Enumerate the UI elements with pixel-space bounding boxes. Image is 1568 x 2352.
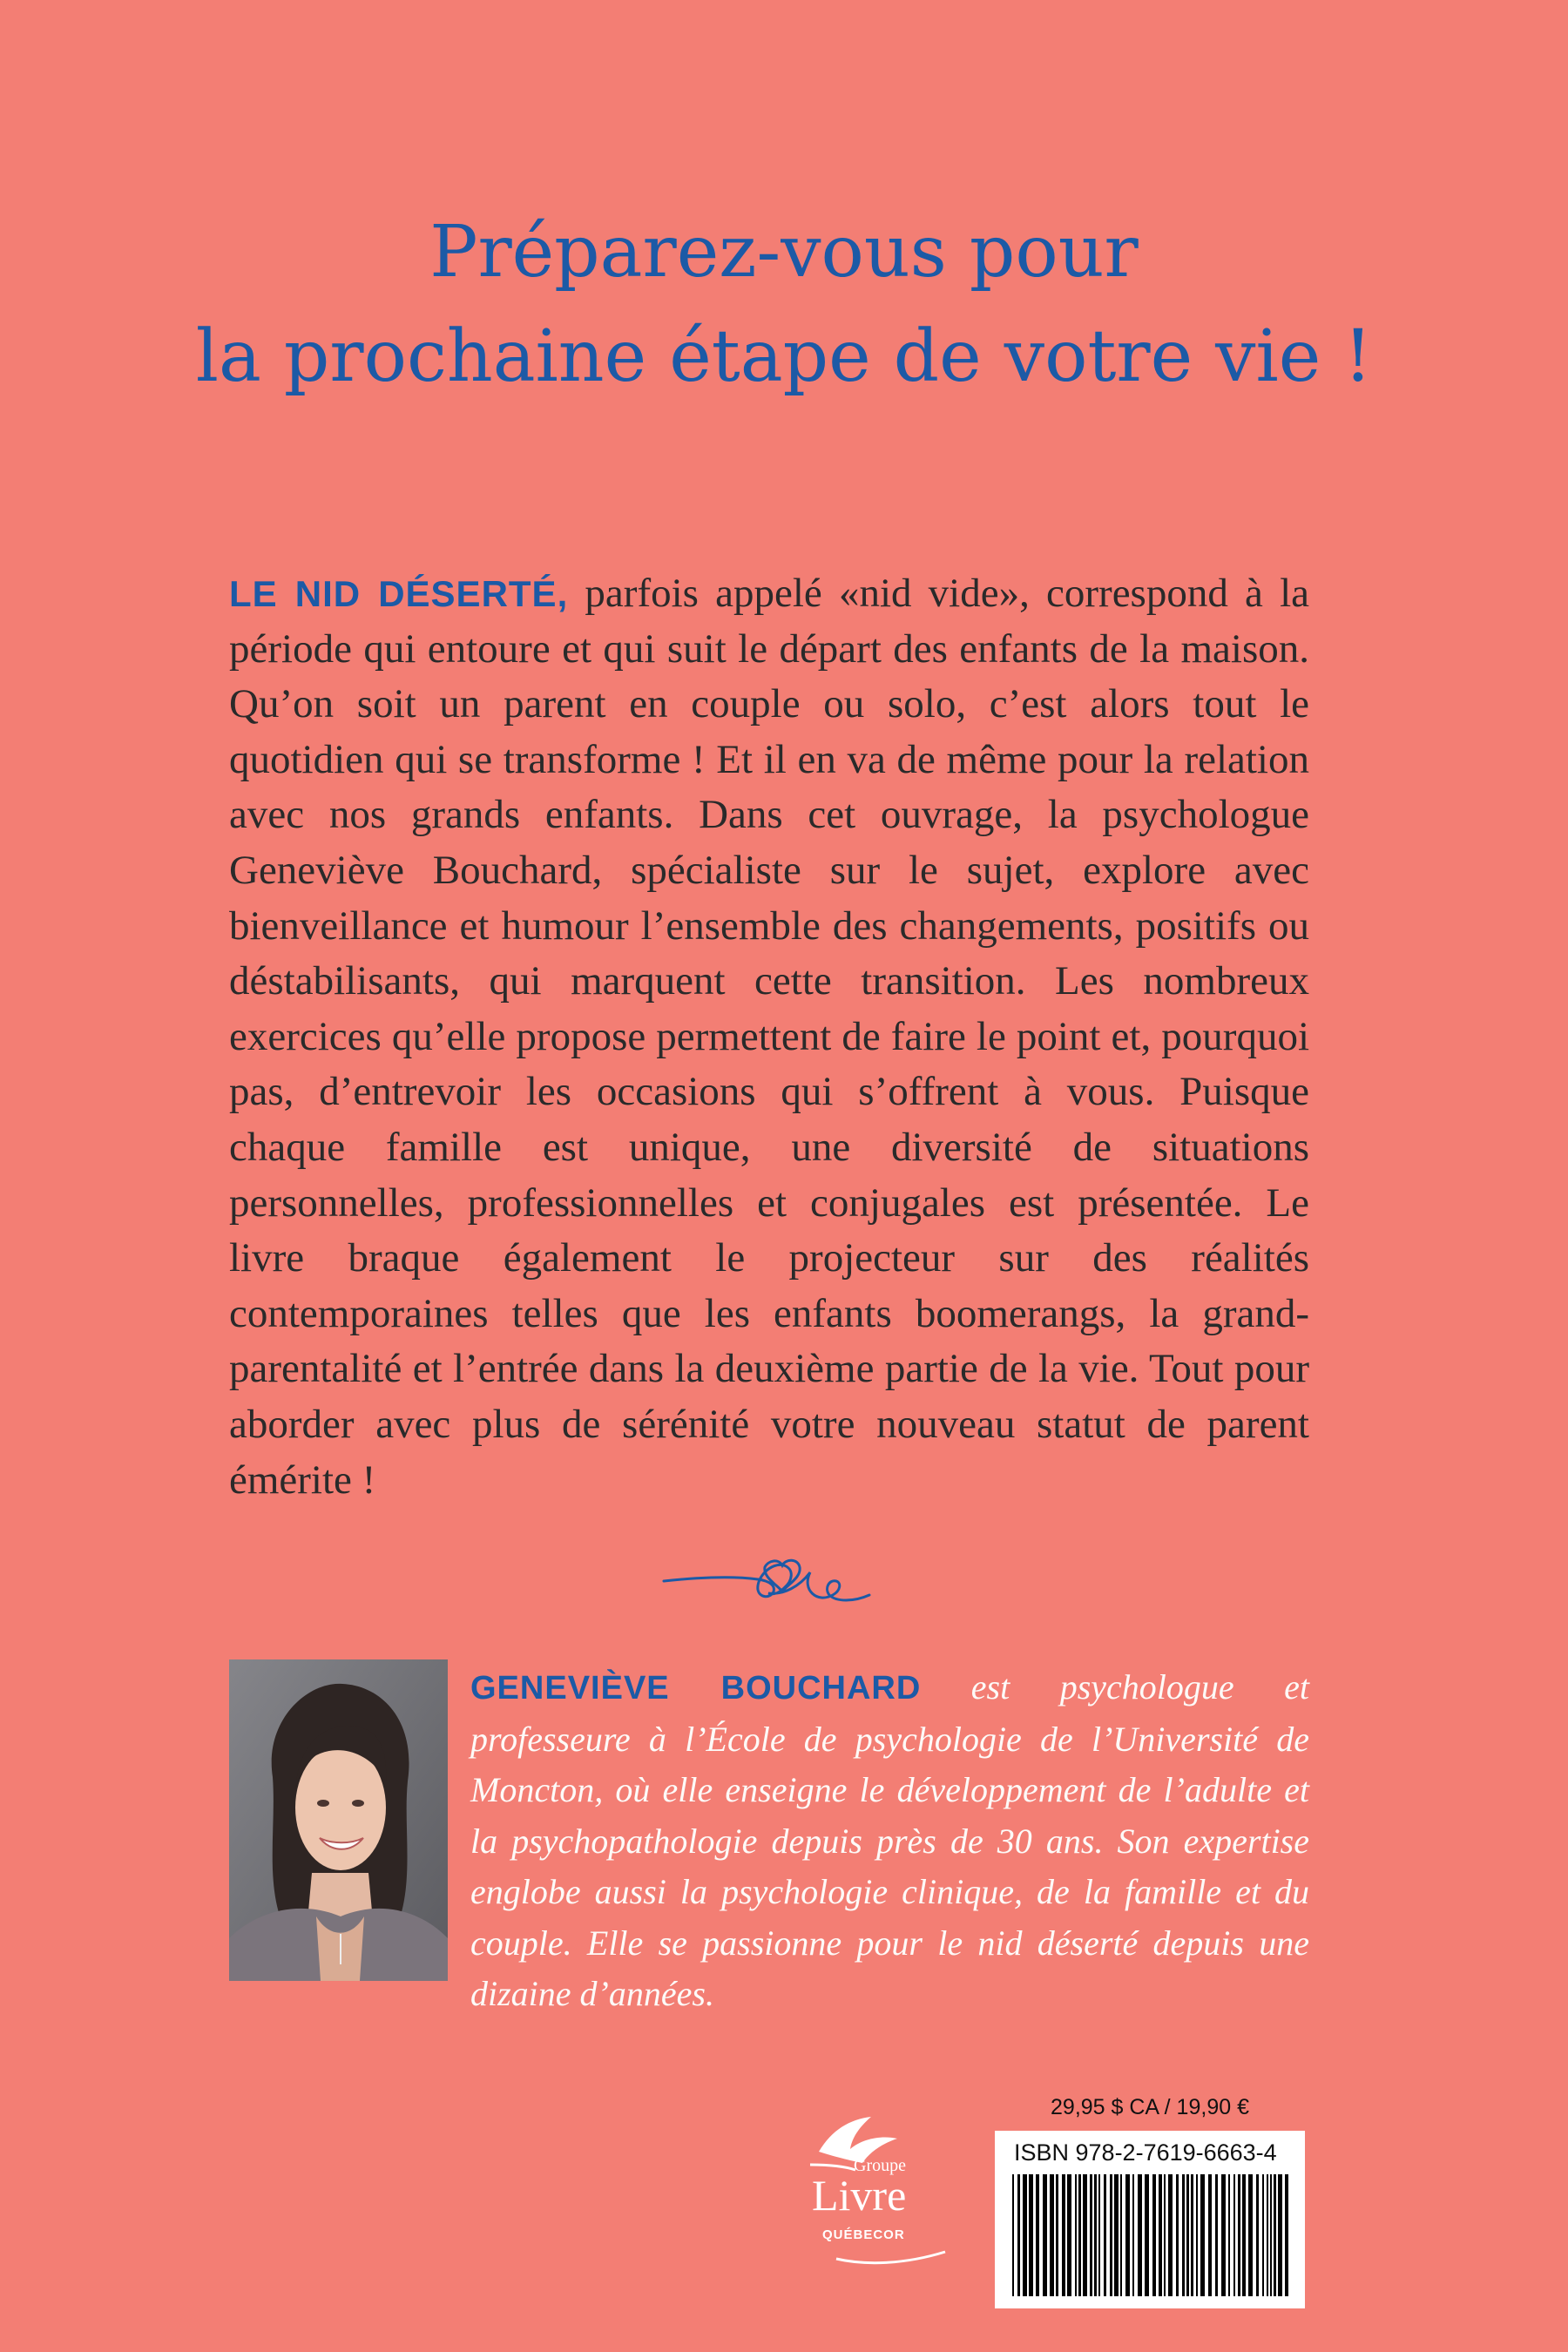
description bbox=[229, 566, 1309, 1508]
barcode bbox=[1012, 2174, 1289, 2296]
headline bbox=[0, 200, 1568, 409]
description-lead: LE NID DÉSERTÉ, bbox=[229, 573, 569, 614]
headline-line-1: Préparez-vous pour bbox=[429, 211, 1139, 294]
author-bio-text: est psychologue et professeure à l’École de psychologie de l’Université de Moncton, où elle enseigne le développement de l’adulte et la psychopathologie depuis près de 30 ans. Son expertise englobe aussi la psychologie clinique, de la famille et du couple. Elle se passionne pour le nid déserté depuis une dizaine d’années. bbox=[470, 1667, 1309, 2013]
headline-line-2: la prochaine étape de votre vie ! bbox=[195, 315, 1373, 398]
author-name: GENEVIÈVE BOUCHARD bbox=[470, 1670, 922, 1707]
publisher-livre: Livre bbox=[812, 2171, 907, 2220]
isbn-text: ISBN 978-2-7619-6663-4 bbox=[1014, 2139, 1277, 2166]
flourish-heart-icon bbox=[662, 1529, 871, 1607]
publisher-groupe: Groupe bbox=[854, 2156, 906, 2175]
publisher-quebecor: QUÉBECOR bbox=[822, 2227, 905, 2242]
publisher-logo bbox=[784, 2112, 950, 2274]
isbn-barcode-box bbox=[995, 2131, 1305, 2308]
description-body: parfois appelé «nid vide», correspond à la période qui entoure et qui suit le départ des enfants de la maison. Qu’on soit un parent en couple ou solo, c’est alors tout le quotidien qui se transforme ! Et il en va de même pour la relation avec nos grands enfants. Dans cet ouvrage, la psychologue Geneviève Bouchard, spécialiste sur le sujet, explore avec bienveillance et humour l’ensemble des changements, positifs ou déstabilisants, qui marquent cette transition. Les nombreux exercices qu’elle propose permettent de faire le point et, pourquoi pas, d’entrevoir les occasions qui s’offrent à vous. Puisque chaque famille est unique, une diversité de situations personnelles, professionnelles et conjugales est présentée. Le livre braque également le projecteur sur des réalités contemporaines telles que les enfants boomerangs, la grand-parentalité et l’entrée dans la deuxième partie de la vie. Tout pour aborder avec plus de sérénité votre nouveau statut de parent émérite ! bbox=[229, 571, 1309, 1503]
author-photo bbox=[229, 1659, 448, 1981]
author-bio bbox=[470, 1662, 1309, 2020]
price: 29,95 $ CA / 19,90 € bbox=[1051, 2095, 1249, 2119]
